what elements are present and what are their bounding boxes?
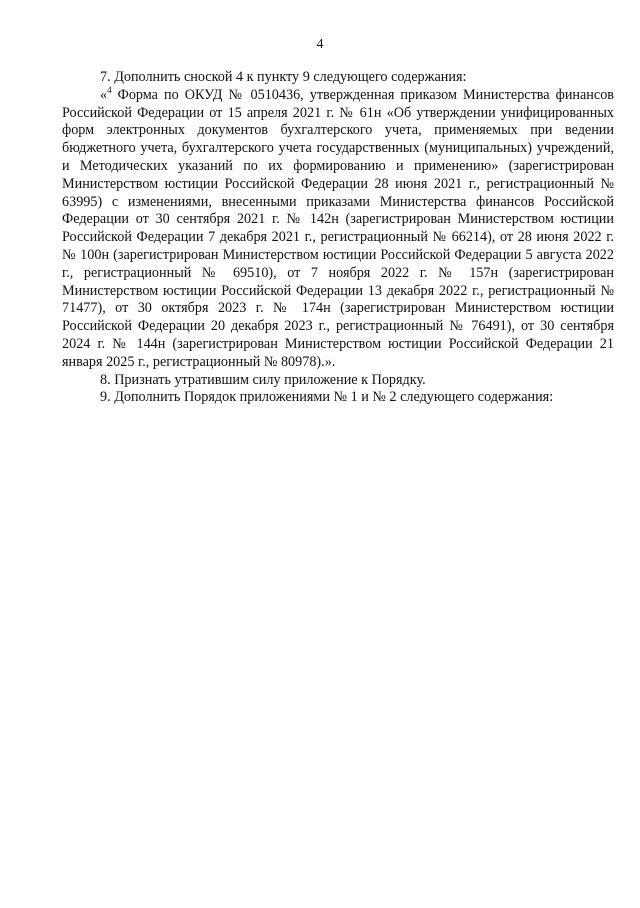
document-body (62, 69, 614, 407)
paragraph-8: 8. Признать утратившим силу приложение к Порядку. (100, 371, 426, 388)
footnote-body: Форма по ОКУД № 0510436, утвержденная приказом Министерства финансов Российской Федерации от 15 апреля 2021 г. № 61н «Об утверждении унифицированных форм электронных документов бухгалтерского учета, применяемых при ведении бюджетного учета, бухгалтерского учета государственных (муниципальных) учреждений, и Методических указаний по их формированию и применению» (зарегистрирован Министерством юстиции Российской Федерации 28 июня 2021 г., регистрационный № 63995) с изменениями, внесенными приказами Министерства финансов Российской Федерации от 30 сентября 2021 г. № 142н (зарегистрирован Министерством юстиции Российской Федерации 7 декабря 2021 г., регистрационный № 66214), от 28 июня 2022 г. № 100н (зарегистрирован Министерством юстиции Российской Федерации 5 августа 2022 г., регистрационный № 69510), от 7 ноября 2022 г. № 157н (зарегистрирован Министерством юстиции Российской Федерации 13 декабря 2022 г., регистрационный № 71477), от 30 октября 2023 г. № 174н (зарегистрирован Министерством юстиции Российской Федерации 20 декабря 2023 г., регистрационный № 76491), от 30 сентября 2024 г. № 144н (зарегистрирован Министерством юстиции Российской Федерации 21 января 2025 г., регистрационный № 80978).». (62, 86, 614, 370)
paragraph-9: 9. Дополнить Порядок приложениями № 1 и № 2 следующего содержания: (100, 389, 554, 406)
page-number: 4 (316, 37, 324, 52)
footnote-open-quote: « (100, 86, 108, 103)
footnote-marker: 4 (107, 84, 112, 95)
paragraph-7: 7. Дополнить сноской 4 к пункту 9 следующего содержания: (100, 69, 467, 85)
footnote-4-text (62, 84, 614, 372)
